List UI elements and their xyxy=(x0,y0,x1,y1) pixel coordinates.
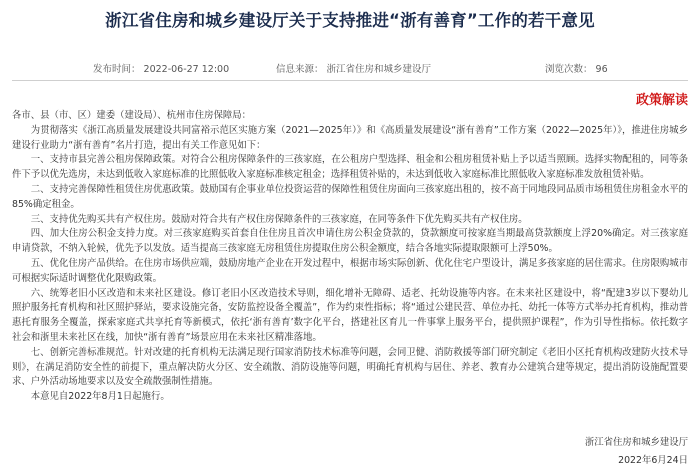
article-body xyxy=(12,109,688,405)
info-source: 信息来源： 浙江省住房和城乡建设厅 xyxy=(276,64,432,75)
paragraph-5: 五、优化住房产品供给。在住房市场供应端，鼓励房地产企业在开发过程中，根据市场实际创新、优化住宅户型设计，满足多孩家庭的居住需求。住房限购城市可根据实际适时调整优化限购政策。 xyxy=(12,257,688,284)
signature-date: 2022年6月24日 xyxy=(618,455,688,466)
addressee: 各市、县（市、区）建委（建设局）、杭州市住房保障局： xyxy=(12,110,252,121)
article-title: 浙江省住房和城乡建设厅关于支持推进“浙有善育”工作的若干意见 xyxy=(105,11,595,30)
policy-interpretation-link[interactable]: 政策解读 xyxy=(635,93,688,108)
paragraph-3: 三、支持优先购买共有产权住房。鼓励对符合共有产权住房保障条件的三孩家庭，在同等条件下优先购买共有产权住房。 xyxy=(30,213,528,225)
paragraph-effective-date: 本意见自2022年8月1日起施行。 xyxy=(30,391,170,403)
meta-divider xyxy=(12,80,688,81)
paragraph-7: 七、创新完善标准规范。针对改建的托育机构无法满足现行国家消防技术标准等问题，会同卫健、消防救援等部门研究制定《老旧小区托育机构改建防火技术导则》，在满足消防安全性的前提下，重点解决防火分区、安全疏散、消防设施等问题，明确托育机构与居住、养老、教育办公建筑合建等规定，提出消防设施配置要求、户外活动场地要求以及安全疏散强制性措施。 xyxy=(12,346,688,388)
paragraph-1: 一、支持市县完善公租房保障政策。对符合公租房保障条件的三孩家庭，在公租房户型选择、租金和公租房租赁补贴上予以适当照顾。选择实物配租的，同等条件下予以优先选房，未达到低收入家庭标准的比照低收入家庭标准核定租金；选择租赁补贴的，未达到低收入家庭标准比照低收入家庭标准发放租赁补贴。 xyxy=(12,154,688,181)
signature-org: 浙江省住房和城乡建设厅 xyxy=(584,437,688,448)
paragraph-6: 六、统筹老旧小区改造和未来社区建设。修订老旧小区改造技术导则，细化增补无障碍、适老、托幼设施等内容。在未来社区建设中，将“配建3岁以下婴幼儿照护服务托育机构和社区照护驿站，要求设施完备，安防监控设备全覆盖”，作为约束性指标；将“通过公建民营、单位办托、幼托一体等方式举办托育机构，推动普惠托育服务全覆盖，探索家庭式共享托育等新模式，依托‘浙有善育’数字化平台，搭建社区育儿一件事掌上服务平台，提供照护课程”，作为引导性指标。依托数字社会和浙里未来社区在线，加快“浙有善育”场景应用在未来社区精准落地。 xyxy=(12,287,688,343)
paragraph-intro: 为贯彻落实《浙江高质量发展建设共同富裕示范区实施方案（2021—2025年）》和《高质量发展建设“浙有善育”工作方案（2022—2025年）》，推进住房城乡建设行业助力“浙有善育”名片打造，提出有关工作意见如下： xyxy=(12,124,688,151)
publish-time: 发布时间： 2022-06-27 12:00 xyxy=(93,64,230,75)
view-count: 浏览次数： 96 xyxy=(545,64,608,75)
article-meta xyxy=(0,61,700,75)
paragraph-2: 二、支持完善保障性租赁住房优惠政策。鼓励国有企事业单位投资运营的保障性租赁住房面向三孩家庭出租的，按不高于同地段同品质市场租赁住房租金水平的85%确定租金。 xyxy=(12,183,688,210)
signature-block xyxy=(585,434,688,469)
paragraph-4: 四、加大住房公积金支持力度。对三孩家庭购买首套自住住房且首次申请住房公积金贷款的，贷款额度可按家庭当期最高贷款额度上浮20%确定。对三孩家庭申请贷款，不纳入轮候，优先予以发放。适当提高三孩家庭无房租赁住房提取住房公积金额度，结合各地实际提取限额可上浮50%。 xyxy=(12,228,688,255)
